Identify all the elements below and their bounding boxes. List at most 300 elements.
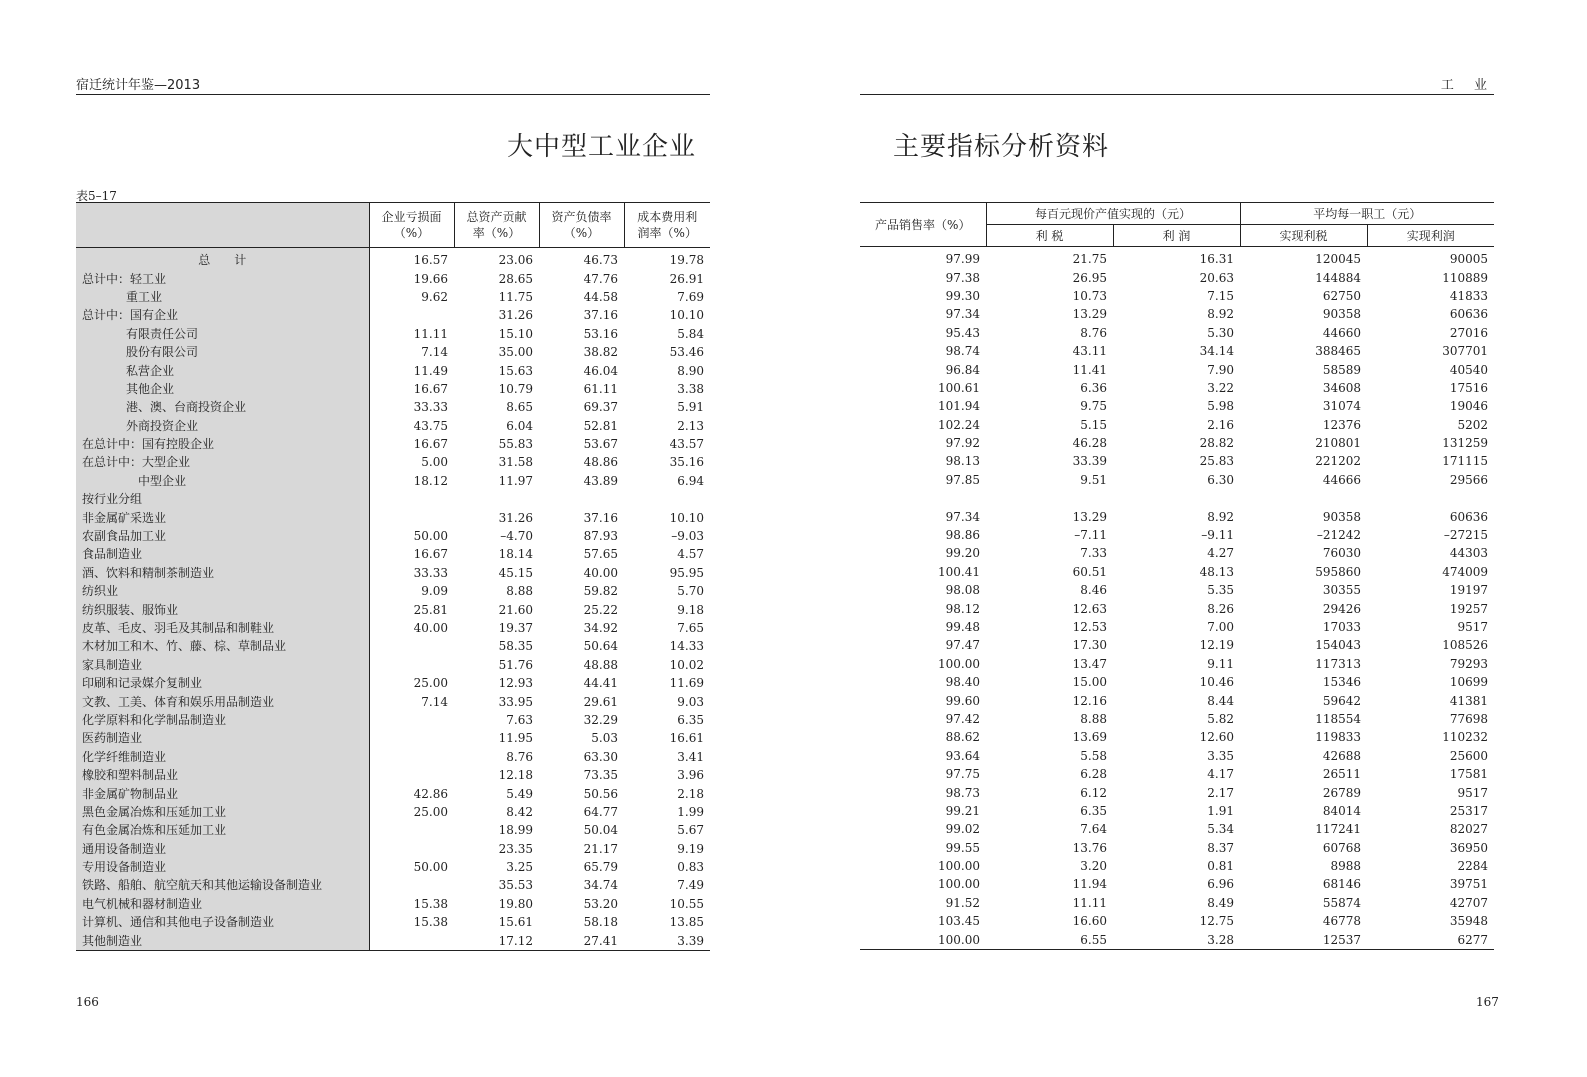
cell-value: 59642	[1322, 693, 1362, 708]
cell-value: 8.88	[506, 584, 533, 599]
row-label: 印刷和记录媒介复制业	[76, 674, 369, 692]
cell-value: 2.13	[677, 418, 704, 433]
cell-value: 19.78	[669, 253, 704, 268]
cell-value: 44660	[1322, 325, 1362, 340]
cell-value: 1.99	[677, 804, 704, 819]
cell-value: 58589	[1322, 362, 1362, 377]
cell-value: 95.43	[945, 325, 980, 340]
cell-value: 5.00	[421, 455, 448, 470]
cell-value: 13.29	[1072, 307, 1107, 322]
cell-value: 11.69	[669, 676, 704, 691]
left-col-header-line: 资产负债率	[551, 210, 612, 224]
cell-value: 55.83	[498, 437, 533, 452]
table-row	[76, 288, 710, 306]
cell-value: 102.24	[938, 417, 980, 432]
cell-value: 11.97	[498, 473, 533, 488]
cell-value	[369, 748, 454, 766]
cell-value: 99.55	[945, 840, 980, 855]
cell-value: 100.00	[938, 656, 980, 671]
cell-value: 12.19	[1199, 638, 1235, 653]
cell-value: –4.70	[500, 529, 533, 544]
cell-value: 11.75	[498, 289, 533, 304]
cell-value: 31.58	[498, 455, 533, 470]
cell-value: 21.60	[498, 602, 533, 617]
cell-value: 25.83	[1199, 454, 1235, 469]
table-row	[76, 840, 710, 858]
left-col-header-line: （%）	[393, 226, 430, 240]
cell-value: 20.63	[1199, 270, 1235, 285]
table-row	[76, 435, 710, 453]
cell-value: 62750	[1322, 288, 1362, 303]
cell-value: 43.11	[1072, 344, 1107, 359]
row-label: 非金属矿采选业	[76, 508, 369, 526]
cell-value: 34.92	[583, 621, 618, 635]
page-title-right: 主要指标分析资料	[893, 132, 1110, 162]
left-table-body	[76, 248, 710, 951]
page-number-right: 167	[1476, 995, 1499, 1009]
cell-value: 98.08	[945, 583, 980, 598]
cell-value	[369, 840, 454, 858]
cell-value: 10.73	[1072, 288, 1107, 303]
table-row	[76, 564, 710, 582]
cell-value: 11.94	[1072, 877, 1107, 892]
cell-value: 46.04	[583, 363, 618, 378]
cell-value: 97.42	[945, 711, 980, 726]
row-label: 股份有限公司	[76, 343, 369, 361]
cell-value: 45.15	[498, 565, 533, 580]
cell-value: 10.10	[669, 510, 704, 525]
table-row	[76, 545, 710, 563]
cell-value: 31.26	[498, 308, 533, 323]
cell-value: 10.10	[669, 308, 704, 323]
cell-value: 100.41	[938, 564, 980, 579]
cell-value: 46778	[1322, 914, 1362, 929]
cell-value: 97.34	[945, 509, 980, 524]
cell-value: 100.00	[938, 932, 980, 947]
cell-value: 33.33	[413, 400, 448, 415]
header-rule-left	[76, 94, 710, 95]
cell-value: 95.95	[669, 565, 704, 580]
table-row	[76, 508, 710, 526]
cell-value: 97.47	[945, 638, 980, 653]
cell-value: 11.41	[1072, 362, 1107, 377]
table-row	[860, 618, 1494, 636]
table-row	[76, 895, 710, 913]
cell-value: 19046	[1449, 399, 1489, 414]
table-row	[860, 802, 1494, 820]
cell-value: 34608	[1322, 380, 1362, 395]
cell-value: 43.75	[413, 418, 448, 433]
table-number: 表5–17	[76, 189, 117, 203]
cell-value: 7.15	[1207, 288, 1235, 303]
cell-value: 33.95	[498, 694, 533, 709]
cell-value: 25.00	[413, 804, 448, 819]
row-label: 铁路、船舶、航空航天和其他运输设备制造业	[76, 876, 369, 894]
table-row	[860, 691, 1494, 709]
table-row	[860, 489, 1494, 507]
cell-value: 53.67	[583, 437, 618, 452]
cell-value: 99.02	[945, 822, 980, 837]
cell-value: 8.49	[1207, 895, 1235, 910]
cell-value: 60768	[1322, 840, 1362, 855]
cell-value: 3.35	[1207, 748, 1235, 763]
cell-value: 53.20	[583, 896, 618, 911]
row-label: 总 计	[76, 248, 369, 270]
table-row	[76, 490, 710, 508]
cell-value: 35.00	[498, 345, 533, 360]
cell-value	[369, 729, 454, 747]
cell-value: 221202	[1315, 454, 1362, 469]
left-col-header-line: （%）	[563, 226, 600, 240]
cell-value: 5.58	[1080, 748, 1107, 763]
cell-value: 9.75	[1080, 399, 1107, 414]
cell-value: 16.67	[413, 437, 448, 452]
row-label: 外商投资企业	[76, 417, 369, 435]
right-table-body	[860, 247, 1494, 950]
table-row	[860, 324, 1494, 342]
table-row	[76, 637, 710, 655]
cell-value: 69.37	[583, 400, 618, 415]
cell-value: 4.57	[677, 547, 704, 562]
cell-value: –7.11	[1074, 528, 1107, 543]
table-row	[76, 343, 710, 361]
row-label: 在总计中：国有控股企业	[76, 435, 369, 453]
cell-value: 12.16	[1072, 693, 1107, 708]
cell-value: 0.81	[1207, 859, 1235, 874]
row-label: 计算机、通信和其他电子设备制造业	[76, 913, 369, 931]
row-label: 文教、工美、体育和娱乐用品制造业	[76, 692, 369, 710]
table-row	[860, 563, 1494, 581]
cell-value: 26.95	[1072, 270, 1107, 285]
cell-value: 51.76	[498, 657, 533, 672]
cell-value: 18.14	[498, 547, 533, 562]
cell-value: 7.49	[677, 878, 704, 893]
cell-value: 60.51	[1072, 564, 1107, 579]
cell-value: 3.96	[677, 768, 704, 783]
cell-value: 5.84	[677, 326, 704, 341]
cell-value	[454, 490, 539, 508]
row-label: 总计中：国有企业	[76, 306, 369, 324]
table-row	[76, 361, 710, 379]
table-row	[76, 619, 710, 637]
cell-value	[624, 490, 710, 508]
cell-value: 90005	[1449, 252, 1489, 267]
cell-value: 96.84	[945, 362, 980, 377]
cell-value: 53.16	[583, 326, 618, 341]
cell-value: 2.16	[1207, 417, 1235, 432]
row-label: 家具制造业	[76, 656, 369, 674]
cell-value: 35.16	[669, 455, 704, 470]
table-row	[76, 876, 710, 894]
cell-value: 13.76	[1072, 840, 1107, 855]
cell-value: 16.67	[413, 381, 448, 396]
cell-value: 15.10	[498, 326, 533, 341]
cell-value: 3.39	[677, 933, 704, 948]
cell-value: 8.46	[1080, 583, 1107, 598]
cell-value: 10.02	[669, 657, 704, 672]
cell-value: 100.61	[938, 380, 980, 395]
cell-value: 87.93	[583, 529, 618, 544]
cell-value: 26789	[1322, 785, 1362, 800]
table-row	[76, 748, 710, 766]
cell-value: 25.00	[413, 676, 448, 691]
table-row	[860, 471, 1494, 489]
cell-value: 4.27	[1207, 546, 1235, 561]
cell-value: 99.20	[945, 546, 980, 561]
cell-value: 97.38	[945, 270, 980, 285]
cell-value: 98.40	[945, 675, 980, 690]
cell-value: 2284	[1457, 859, 1489, 874]
cell-value: 91.52	[945, 895, 980, 910]
cell-value: 13.85	[669, 915, 704, 930]
cell-value: 6.28	[1080, 767, 1107, 782]
cell-value: 10.46	[1199, 675, 1235, 690]
table-row	[860, 747, 1494, 765]
cell-value	[539, 490, 624, 508]
cell-value: 50.00	[413, 860, 448, 875]
row-label: 非金属矿物制品业	[76, 784, 369, 802]
left-col-header-line: 率（%）	[472, 226, 521, 240]
cell-value: 36950	[1449, 840, 1489, 855]
page-title-left: 大中型工业企业	[507, 132, 697, 162]
cell-value: 99.60	[945, 693, 980, 708]
cell-value: 44.58	[583, 289, 618, 304]
cell-value: 15346	[1322, 675, 1362, 690]
cell-value: 44666	[1322, 472, 1362, 487]
cell-value: 55874	[1322, 895, 1362, 910]
cell-value: 5.34	[1207, 822, 1235, 837]
running-header-right: 工 业	[1440, 78, 1495, 93]
cell-value: 100.00	[938, 859, 980, 874]
cell-value: 12376	[1322, 417, 1362, 432]
table-row	[76, 472, 710, 490]
left-col-header-3	[624, 203, 710, 248]
right-table-header-row-1	[860, 203, 1494, 225]
cell-value: 26.91	[669, 271, 704, 286]
cell-value: 40.00	[413, 621, 448, 635]
cell-value: 5.49	[506, 786, 533, 801]
cell-value: 79293	[1449, 656, 1489, 671]
cell-value: 7.14	[421, 694, 448, 709]
table-row	[860, 305, 1494, 323]
table-row	[860, 268, 1494, 286]
cell-value	[369, 656, 454, 674]
table-row	[76, 711, 710, 729]
cell-value: 52.81	[583, 418, 618, 433]
table-row	[860, 857, 1494, 875]
cell-value: 23.35	[498, 841, 533, 856]
table-row	[76, 380, 710, 398]
cell-value: 1.91	[1207, 803, 1235, 818]
cell-value: 64.77	[583, 804, 618, 819]
row-label: 纺织业	[76, 582, 369, 600]
cell-value: 5.98	[1207, 399, 1235, 414]
cell-value: 58.18	[583, 915, 618, 930]
cell-value: 39751	[1449, 877, 1489, 892]
cell-value: 26511	[1322, 767, 1362, 782]
cell-value: 8.65	[506, 400, 533, 415]
cell-value: 6.55	[1080, 932, 1107, 947]
cell-value: 12537	[1322, 932, 1362, 947]
table-row	[860, 875, 1494, 893]
table-row	[860, 930, 1494, 949]
cell-value: 65.79	[583, 860, 618, 875]
cell-value: 6.35	[677, 712, 704, 727]
cell-value: 2.18	[677, 786, 704, 801]
cell-value: 15.00	[1072, 675, 1107, 690]
cell-value	[1113, 489, 1240, 507]
left-col-header-1	[454, 203, 539, 248]
table-row	[76, 656, 710, 674]
row-label: 木材加工和木、竹、藤、棕、草制品业	[76, 637, 369, 655]
cell-value: 98.13	[945, 454, 980, 469]
table-row	[860, 452, 1494, 470]
cell-value: 27.41	[583, 933, 618, 948]
table-row	[860, 397, 1494, 415]
row-label: 黑色金属冶炼和压延加工业	[76, 803, 369, 821]
cell-value: 100.00	[938, 877, 980, 892]
cell-value: 10.55	[669, 896, 704, 911]
table-row	[76, 821, 710, 839]
cell-value: 98.86	[945, 528, 980, 543]
row-label: 化学原料和化学制品制造业	[76, 711, 369, 729]
cell-value: 8.92	[1207, 509, 1235, 524]
cell-value: 37.16	[583, 510, 618, 525]
cell-value: 41381	[1449, 693, 1489, 708]
cell-value: 5.15	[1080, 417, 1107, 432]
cell-value	[369, 508, 454, 526]
cell-value: 13.47	[1072, 656, 1107, 671]
right-data-table	[860, 202, 1494, 950]
cell-value: 10699	[1449, 675, 1489, 690]
cell-value: 77698	[1449, 711, 1489, 726]
cell-value: 8.92	[1207, 307, 1235, 322]
cell-value: 30355	[1322, 583, 1362, 598]
header-rule-right	[860, 94, 1494, 95]
cell-value: 9517	[1457, 785, 1489, 800]
cell-value	[369, 711, 454, 729]
cell-value: 15.38	[413, 915, 448, 930]
row-label: 通用设备制造业	[76, 840, 369, 858]
realized-profit-header: 实现利润	[1367, 225, 1494, 247]
cell-value: 9.18	[677, 602, 704, 617]
cell-value: 9.51	[1080, 472, 1107, 487]
cell-value: 210801	[1315, 436, 1362, 451]
cell-value: 46.28	[1072, 436, 1107, 451]
table-row	[860, 839, 1494, 857]
left-col-header-line: 企业亏损面	[381, 210, 442, 224]
cell-value: 12.75	[1199, 914, 1235, 929]
cell-value: 28.82	[1199, 436, 1235, 451]
cell-value: 12.53	[1072, 620, 1107, 634]
table-row	[76, 398, 710, 416]
cell-value: 16.60	[1072, 914, 1107, 929]
cell-value: 13.69	[1072, 730, 1107, 745]
table-row	[860, 599, 1494, 617]
row-label: 酒、饮料和精制茶制造业	[76, 564, 369, 582]
row-label: 有色金属冶炼和压延加工业	[76, 821, 369, 839]
table-row	[860, 416, 1494, 434]
cell-value	[369, 306, 454, 324]
cell-value: 5.03	[591, 731, 618, 746]
table-row	[76, 600, 710, 618]
cell-value: 11.95	[498, 731, 533, 746]
table-row	[76, 306, 710, 324]
cell-value: 6.36	[1080, 380, 1107, 395]
cell-value: 8.26	[1207, 601, 1235, 616]
cell-value: 44303	[1449, 546, 1489, 561]
cell-value: –27215	[1443, 528, 1489, 543]
cell-value	[369, 637, 454, 655]
cell-value: 7.33	[1080, 546, 1107, 561]
cell-value: 7.00	[1207, 620, 1235, 634]
cell-value: 16.61	[669, 731, 704, 746]
cell-value: 23.06	[498, 253, 533, 268]
cell-value: 8.37	[1207, 840, 1235, 855]
cell-value: 7.90	[1207, 362, 1235, 377]
cell-value: –9.03	[671, 529, 704, 544]
cell-value: 27016	[1449, 325, 1489, 340]
realized-profit-tax-header: 实现利税	[1240, 225, 1367, 247]
row-label: 重工业	[76, 288, 369, 306]
cell-value: 6.94	[677, 473, 704, 488]
table-row	[76, 248, 710, 270]
cell-value: 97.99	[945, 252, 980, 267]
cell-value: 5.70	[677, 584, 704, 599]
cell-value: 19.37	[498, 621, 533, 635]
cell-value: 7.63	[506, 712, 533, 727]
cell-value: 59.82	[583, 584, 618, 599]
cell-value: 6277	[1457, 932, 1489, 947]
cell-value: 25.22	[583, 602, 618, 617]
cell-value: 13.29	[1072, 509, 1107, 524]
cell-value: 41833	[1449, 288, 1489, 303]
left-table-header-row	[76, 203, 710, 248]
cell-value: 119833	[1315, 730, 1362, 745]
cell-value: 12.60	[1199, 730, 1235, 745]
cell-value: 50.56	[583, 786, 618, 801]
table-row	[860, 728, 1494, 746]
cell-value: 7.69	[677, 289, 704, 304]
cell-value: 21.75	[1072, 252, 1107, 267]
table-row	[860, 247, 1494, 269]
cell-value: 7.65	[677, 621, 704, 635]
cell-value: 11.49	[413, 363, 448, 378]
cell-value: 40540	[1449, 362, 1489, 377]
table-row	[860, 673, 1494, 691]
cell-value: 99.30	[945, 288, 980, 303]
left-col-header-line: 成本费用利	[637, 210, 698, 224]
cell-value: 31074	[1322, 399, 1362, 414]
cell-value: 38.82	[583, 345, 618, 360]
row-label: 私营企业	[76, 361, 369, 379]
table-row	[860, 820, 1494, 838]
cell-value: 16.57	[413, 253, 448, 268]
cell-value: 58.35	[498, 639, 533, 654]
cell-value: 84014	[1322, 803, 1362, 818]
cell-value: 118554	[1315, 711, 1362, 726]
cell-value: 108526	[1442, 638, 1489, 653]
row-label: 食品制造业	[76, 545, 369, 563]
cell-value: 3.20	[1080, 859, 1107, 874]
cell-value: 47.76	[583, 271, 618, 286]
cell-value: 99.48	[945, 620, 980, 634]
cell-value: 14.33	[669, 639, 704, 654]
cell-value: 17033	[1322, 620, 1362, 634]
cell-value: 0.83	[677, 860, 704, 875]
cell-value: 97.75	[945, 767, 980, 782]
cell-value: 50.04	[583, 823, 618, 838]
